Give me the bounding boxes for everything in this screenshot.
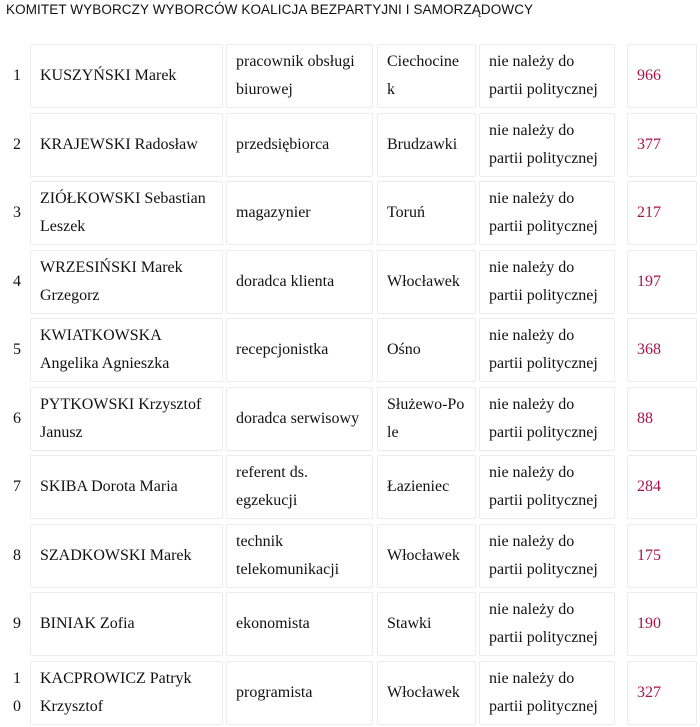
candidate-name: SZADKOWSKI Marek	[40, 542, 192, 570]
candidate-name: KRAJEWSKI Radosław	[40, 131, 198, 159]
candidate-occupation: doradca serwisowy	[236, 405, 359, 433]
candidate-votes-cell	[627, 318, 697, 382]
candidate-number: 9	[4, 610, 27, 638]
candidate-town: Ciechocinek	[387, 48, 466, 104]
candidate-number: 2	[4, 131, 27, 159]
candidate-occupation: przedsiębiorca	[236, 131, 329, 159]
candidate-town: Służewo-Pole	[387, 391, 466, 447]
candidate-votes: 966	[637, 62, 661, 90]
candidate-votes-cell	[627, 250, 697, 314]
candidate-row	[0, 179, 700, 248]
candidate-occupation-cell	[226, 113, 373, 177]
candidate-party-cell	[479, 250, 615, 314]
candidate-party: nie należy do partii politycznej	[489, 459, 605, 515]
candidate-row	[0, 385, 700, 454]
candidate-town-cell	[377, 661, 476, 725]
candidate-number-cell	[4, 524, 28, 588]
candidate-name-cell	[30, 318, 223, 382]
candidate-town: Ośno	[387, 336, 421, 364]
candidate-row	[0, 42, 700, 111]
candidate-occupation: magazynier	[236, 199, 311, 227]
candidate-name-cell	[30, 44, 223, 108]
candidate-votes: 284	[637, 473, 661, 501]
candidate-name: BINIAK Zofia	[40, 610, 135, 638]
candidate-number: 5	[4, 336, 27, 364]
candidate-occupation-cell	[226, 455, 373, 519]
candidate-town-cell	[377, 524, 476, 588]
candidate-name: KUSZYŃSKI Marek	[40, 62, 176, 90]
candidate-number-cell	[4, 661, 28, 725]
candidate-town: Toruń	[387, 199, 425, 227]
candidate-town-cell	[377, 181, 476, 245]
candidate-occupation: ekonomista	[236, 610, 310, 638]
candidate-town-cell	[377, 455, 476, 519]
candidate-occupation: recepcjonistka	[236, 336, 328, 364]
candidate-name: SKIBA Dorota Maria	[40, 473, 178, 501]
candidate-row	[0, 111, 700, 180]
candidate-row	[0, 316, 700, 385]
candidate-party-cell	[479, 318, 615, 382]
candidate-occupation-cell	[226, 318, 373, 382]
candidate-party: nie należy do partii politycznej	[489, 528, 605, 584]
candidate-party: nie należy do partii politycznej	[489, 117, 605, 173]
candidate-name: KACPROWICZ Patryk Krzysztof	[40, 665, 213, 721]
candidate-party-cell	[479, 44, 615, 108]
candidate-occupation: doradca klienta	[236, 268, 334, 296]
candidate-party-cell	[479, 592, 615, 656]
candidate-number-cell	[4, 455, 28, 519]
candidate-number-cell	[4, 44, 28, 108]
candidate-votes: 197	[637, 268, 661, 296]
candidate-town-cell	[377, 44, 476, 108]
candidate-votes-cell	[627, 455, 697, 519]
candidate-row	[0, 453, 700, 522]
candidate-occupation: programista	[236, 679, 312, 707]
candidate-votes: 175	[637, 542, 661, 570]
candidate-name-cell	[30, 592, 223, 656]
candidate-name-cell	[30, 524, 223, 588]
candidate-occupation: pracownik obsługi biurowej	[236, 48, 363, 104]
candidate-votes-cell	[627, 592, 697, 656]
candidate-row	[0, 590, 700, 659]
candidate-number-cell	[4, 250, 28, 314]
candidate-name-cell	[30, 113, 223, 177]
candidate-name-cell	[30, 250, 223, 314]
candidate-party: nie należy do partii politycznej	[489, 665, 605, 721]
candidate-occupation-cell	[226, 181, 373, 245]
candidates-table	[0, 42, 700, 727]
candidate-party-cell	[479, 455, 615, 519]
candidate-party: nie należy do partii politycznej	[489, 391, 605, 447]
candidate-town: Stawki	[387, 610, 431, 638]
candidate-votes-cell	[627, 181, 697, 245]
candidate-name: WRZESIŃSKI Marek Grzegorz	[40, 254, 213, 310]
candidate-party-cell	[479, 661, 615, 725]
candidate-town-cell	[377, 318, 476, 382]
candidate-votes: 217	[637, 199, 661, 227]
candidate-party: nie należy do partii politycznej	[489, 185, 605, 241]
candidate-party-cell	[479, 113, 615, 177]
candidate-row	[0, 248, 700, 317]
candidate-occupation: technik telekomunikacji	[236, 528, 363, 584]
candidate-number: 10	[4, 665, 27, 721]
candidate-number-cell	[4, 113, 28, 177]
candidate-votes: 368	[637, 336, 661, 364]
candidate-party-cell	[479, 387, 615, 451]
candidate-number: 8	[4, 542, 27, 570]
candidate-number: 3	[4, 199, 27, 227]
candidate-row	[0, 659, 700, 727]
candidate-number-cell	[4, 387, 28, 451]
candidate-party: nie należy do partii politycznej	[489, 322, 605, 378]
candidate-votes: 88	[637, 405, 653, 433]
candidate-party-cell	[479, 524, 615, 588]
candidate-number: 7	[4, 473, 27, 501]
candidate-town: Włocławek	[387, 268, 460, 296]
candidate-votes-cell	[627, 387, 697, 451]
candidate-name: KWIATKOWSKA Angelika Agnieszka	[40, 322, 213, 378]
candidate-number-cell	[4, 181, 28, 245]
candidate-number-cell	[4, 592, 28, 656]
candidate-town-cell	[377, 592, 476, 656]
candidate-town-cell	[377, 387, 476, 451]
candidate-name-cell	[30, 455, 223, 519]
candidate-occupation-cell	[226, 661, 373, 725]
candidate-number: 6	[4, 405, 27, 433]
candidate-occupation: referent ds. egzekucji	[236, 459, 363, 515]
candidate-votes-cell	[627, 113, 697, 177]
candidate-votes: 190	[637, 610, 661, 638]
candidate-party: nie należy do partii politycznej	[489, 254, 605, 310]
candidate-number-cell	[4, 318, 28, 382]
candidate-votes-cell	[627, 524, 697, 588]
candidate-occupation-cell	[226, 44, 373, 108]
candidate-number: 4	[4, 268, 27, 296]
candidate-occupation-cell	[226, 592, 373, 656]
candidate-name: PYTKOWSKI Krzysztof Janusz	[40, 391, 213, 447]
candidate-town: Włocławek	[387, 679, 460, 707]
candidate-party: nie należy do partii politycznej	[489, 48, 605, 104]
candidate-votes: 327	[637, 679, 661, 707]
candidate-occupation-cell	[226, 250, 373, 314]
candidate-town: Brudzawki	[387, 131, 457, 159]
candidate-votes-cell	[627, 661, 697, 725]
candidate-votes: 377	[637, 131, 661, 159]
candidate-name-cell	[30, 661, 223, 725]
candidate-town: Włocławek	[387, 542, 460, 570]
candidate-name-cell	[30, 181, 223, 245]
candidate-name: ZIÓŁKOWSKI Sebastian Leszek	[40, 185, 213, 241]
committee-title: KOMITET WYBORCZY WYBORCÓW KOALICJA BEZPARTYJNI I SAMORZĄDOWCY	[6, 2, 533, 17]
candidate-party-cell	[479, 181, 615, 245]
candidate-party: nie należy do partii politycznej	[489, 596, 605, 652]
candidate-row	[0, 522, 700, 591]
candidate-town-cell	[377, 250, 476, 314]
candidate-occupation-cell	[226, 524, 373, 588]
candidate-name-cell	[30, 387, 223, 451]
candidate-votes-cell	[627, 44, 697, 108]
candidate-occupation-cell	[226, 387, 373, 451]
candidate-town-cell	[377, 113, 476, 177]
candidate-number: 1	[4, 62, 27, 90]
candidate-town: Łazieniec	[387, 473, 449, 501]
